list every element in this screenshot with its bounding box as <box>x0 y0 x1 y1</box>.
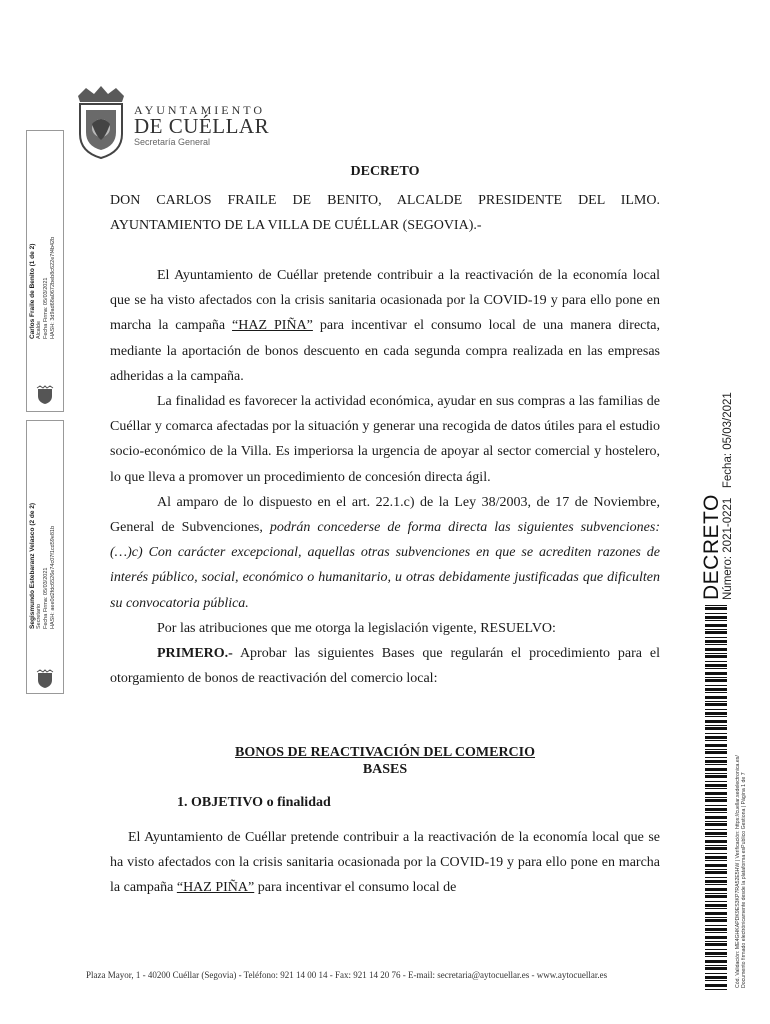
barcode-bar <box>705 904 727 907</box>
barcode-bar <box>705 644 727 645</box>
validation-text <box>735 755 747 988</box>
paragraph-5 <box>110 641 660 691</box>
barcode-bar <box>705 775 727 778</box>
paragraph-1 <box>110 263 660 389</box>
barcode-bar <box>705 941 727 942</box>
mini-crest-icon <box>35 385 55 405</box>
paragraph-4: Por las atribuciones que me otorga la legislación vigente, RESUELVO: <box>157 620 556 636</box>
stamp-label: DECRETO <box>700 494 723 600</box>
barcode-bar <box>705 773 727 774</box>
barcode-bar <box>705 836 727 837</box>
paragraph-6-text-b: para incentivar el consumo local de <box>254 880 457 896</box>
barcode-bar <box>705 648 727 651</box>
barcode-bar <box>705 757 727 758</box>
barcode-bar <box>705 847 727 850</box>
barcode-bar <box>705 973 727 974</box>
barcode-bar <box>705 860 727 861</box>
footer-address: Plaza Mayor, 1 - 40200 Cuéllar (Segovia) - Teléfono: 921 14 00 14 - Fax: 921 14 20 76 - E-mail: secretaria@aytocuellar.es - www.aytocuellar.es <box>86 970 608 980</box>
barcode-bar <box>705 720 727 723</box>
bases-subtitle: BASES <box>362 762 408 777</box>
barcode-bar <box>705 960 727 963</box>
barcode-bar <box>705 989 727 990</box>
barcode-bar <box>705 709 727 710</box>
barcode-bar <box>705 877 727 878</box>
barcode-bar <box>705 949 727 950</box>
paragraph-6-text-a: El Ayuntamiento de Cuéllar pretende contribuir a la reactivación de la economía local que se ha visto afectados con la crisis sanitaria ocasionada por la COVID-19 y para ello pone en marcha la campaña <box>110 830 660 896</box>
barcode-bar <box>705 932 727 933</box>
barcode-bar <box>705 965 727 966</box>
barcode-bar <box>705 888 727 891</box>
barcode-bar <box>705 829 727 830</box>
barcode-bar <box>705 679 727 682</box>
barcode-bar <box>705 908 727 909</box>
barcode-bar <box>705 781 727 782</box>
signature-text-1 <box>29 237 57 339</box>
signature-date: Fecha Firma: 05/03/2021 <box>43 567 49 629</box>
barcode-bar <box>705 677 727 678</box>
barcode-bar <box>705 976 727 979</box>
barcode-bar <box>705 725 727 726</box>
signature-box-1 <box>26 130 64 412</box>
barcode-bar <box>705 751 727 754</box>
signer-role: Secretario <box>36 603 42 629</box>
barcode-bar <box>705 613 727 614</box>
signature-hash: HASH: 3d9ad68a0672beb8c622e7f4b42b <box>50 236 56 339</box>
barcode-bar <box>705 620 727 621</box>
document-heading-block <box>110 188 660 238</box>
barcode-bar <box>705 768 727 771</box>
barcode-bar <box>705 712 727 715</box>
barcode-bar <box>705 668 727 669</box>
barcode-bar <box>705 688 727 691</box>
barcode-bar <box>705 919 727 922</box>
barcode-bar <box>705 928 727 931</box>
barcode-bar <box>705 764 727 765</box>
barcode-bar <box>705 943 727 946</box>
paragraph-1-text-b: para incentivar el consumo local de una manera directa, mediante la aportación de bonos descuento en cada segunda compra realizada en las empresas adheridas a la campaña. <box>110 318 660 384</box>
barcode-bar <box>705 792 727 795</box>
signed-note: Documento firmado electrónicamente desde la plataforma esPublico Gestiona | Página 1 de 7 <box>741 772 748 988</box>
barcode-bar <box>705 605 727 606</box>
barcode-bar <box>705 808 727 811</box>
signature-hash: HASH: aee0d2fdc6526e74c07f1cd59e81b <box>50 525 56 629</box>
signature-date: Fecha Firma: 05/03/2021 <box>43 277 49 339</box>
barcode-bar <box>705 880 727 883</box>
barcode-bar <box>705 805 727 806</box>
paragraph-6 <box>110 825 660 901</box>
barcode-bar <box>705 840 727 843</box>
barcode-bar <box>705 853 727 854</box>
paragraph-3-text: Al amparo de lo dispuesto en el art. 22.1.c) de la Ley 38/2003, de 17 de Noviembre, General de Subvenciones, <box>110 494 660 536</box>
paragraph-3-quote: podrán concederse de forma directa las siguientes subvenciones: (…)c) Con carácter excepcional, aquellas otras subvenciones en que se acrediten razones de interés público, social, económico o humanitario, u otras debidamente justificadas que dificulten su convocatoria pública. <box>110 520 660 611</box>
section-1-body <box>110 825 660 901</box>
stamp-meta <box>722 392 734 600</box>
barcode-bar <box>705 967 727 970</box>
barcode-bar <box>705 685 727 686</box>
barcode-bar <box>705 845 727 846</box>
decreto-stamp <box>700 494 724 600</box>
barcode-bar <box>705 749 727 750</box>
paragraph-1-text-a: El Ayuntamiento de Cuéllar pretende contribuir a la reactivación de la economía local que se ha visto afectados con la crisis sanitaria ocasionada por la COVID-19 y para ello pone en marcha la campaña <box>110 268 660 334</box>
department-label: Secretaría General <box>134 137 211 147</box>
barcode-bar <box>705 616 727 619</box>
barcode-bar <box>705 912 727 915</box>
barcode-bar <box>705 869 727 870</box>
document-title: DECRETO <box>350 164 420 179</box>
barcode-bar <box>705 716 727 717</box>
document-body <box>110 263 660 691</box>
barcode-bar <box>705 984 727 987</box>
primero-label: PRIMERO.- <box>157 646 233 662</box>
barcode-bar <box>705 856 727 859</box>
campaign-name: “HAZ PIÑA” <box>232 318 313 334</box>
barcode-bar <box>705 812 727 813</box>
mini-crest-icon <box>35 669 55 689</box>
barcode-bar <box>705 629 727 630</box>
stamp-number: Número: 2021-0221 <box>722 497 734 600</box>
ayuntamiento-label: AYUNTAMIENTO <box>134 103 266 117</box>
barcode-bar <box>705 925 727 926</box>
barcode-bar <box>705 607 727 610</box>
barcode-bar <box>705 653 727 654</box>
barcode-bar <box>705 952 727 955</box>
stamp-date: Fecha: 05/03/2021 <box>722 392 734 489</box>
campaign-name: “HAZ PIÑA” <box>176 880 255 896</box>
barcode-bar <box>705 884 727 885</box>
barcode-bar <box>705 703 727 706</box>
barcode-bar <box>705 832 727 835</box>
barcode-bar <box>705 624 727 627</box>
barcode-bar <box>705 631 727 634</box>
barcode-bar <box>705 871 727 874</box>
paragraph-3 <box>110 490 660 616</box>
paragraph-2: La finalidad es favorecer la actividad económica, ayudar en sus compras a las familias de Cuéllar y comarca afectadas por la situación y generar una recogida de datos útiles para el estudio socio-económico de la Villa. Es imperiorsa la urgencia de apoyar al sector comercial y hostelero, lo que lleva a promover un procedimiento de concesión directa ágil. <box>110 394 660 485</box>
barcode-bar <box>705 740 727 741</box>
barcode-bar <box>705 736 727 739</box>
document-heading: DON CARLOS FRAILE DE BENITO, ALCALDE PRESIDENTE DEL ILMO. AYUNTAMIENTO DE LA VILLA DE CUÉLLAR (SEGOVIA).- <box>110 193 660 234</box>
barcode-bar <box>705 864 727 867</box>
barcode-bar <box>705 917 727 918</box>
barcode-bar <box>705 696 727 699</box>
barcode-bar <box>705 784 727 787</box>
barcode-bar <box>705 823 727 826</box>
barcode <box>705 605 727 990</box>
bases-title: BONOS DE REACTIVACIÓN DEL COMERCIO <box>234 745 535 760</box>
signer-name: Carlos Fraile de Benito (1 de 2) <box>29 243 36 339</box>
validation-code: Cód. Validación: ME4GHKAPDK9ES3KP7RA52E5HW | Verificación: https://cuellar.sedelectronica.es/ <box>735 755 741 988</box>
bases-heading <box>110 744 660 778</box>
barcode-bar <box>705 936 727 939</box>
barcode-bar <box>705 664 727 667</box>
barcode-bar <box>705 788 727 789</box>
signature-text-2 <box>29 503 57 629</box>
signer-name: Segismundo Estebaranz Velasco (2 de 2) <box>29 502 36 629</box>
barcode-bar <box>705 797 727 798</box>
barcode-bar <box>705 895 727 898</box>
town-label: DE CUÉLLAR <box>134 114 270 138</box>
barcode-bar <box>705 733 727 734</box>
barcode-bar <box>705 672 727 675</box>
coat-of-arms-logo <box>72 84 130 160</box>
barcode-bar <box>705 655 727 658</box>
barcode-bar <box>705 901 727 902</box>
barcode-bar <box>705 640 727 643</box>
barcode-bar <box>705 692 727 693</box>
barcode-bar <box>705 821 727 822</box>
barcode-bar <box>705 893 727 894</box>
barcode-bar <box>705 744 727 747</box>
barcode-bar <box>705 727 727 730</box>
signature-box-2 <box>26 420 64 694</box>
barcode-bar <box>705 956 727 957</box>
barcode-bar <box>705 799 727 802</box>
barcode-bar <box>705 760 727 763</box>
barcode-bar <box>705 816 727 819</box>
barcode-bar <box>705 637 727 638</box>
signer-role: Alcalde <box>36 320 42 339</box>
barcode-bar <box>705 661 727 662</box>
paragraph-5-text: Aprobar las siguientes Bases que regularán el procedimiento para el otorgamiento de bonos de reactivación del comercio local: <box>110 646 660 687</box>
barcode-bar <box>705 701 727 702</box>
barcode-bar <box>705 980 727 981</box>
section-1-heading: 1. OBJETIVO o finalidad <box>177 795 331 810</box>
